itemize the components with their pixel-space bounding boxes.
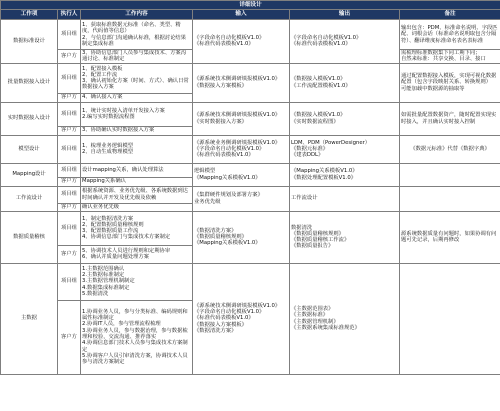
note-line: 可能加载中数据源的抽取等 (401, 85, 465, 92)
note-cell (400, 263, 500, 374)
table-row (1, 63, 500, 93)
note-cell (400, 186, 500, 211)
output-cell (290, 263, 400, 374)
input-cell (193, 20, 290, 64)
content-line: 3、确认初始化方案（时间、方式）、确认日常数据接入方案 (82, 78, 189, 91)
content-cell (81, 63, 193, 93)
output-cell (290, 20, 400, 64)
column-header-output: 输出 (290, 10, 400, 20)
input-line: 《源系统技术侧调研填报模板V1.0》 (194, 112, 281, 119)
note-line: 输出包含：PDM、标准命名说明、字段匹配、词根会话（标准命名说明取包含分隔符）、翻译维度标准命名表名表标准 (401, 25, 498, 44)
content-line: 1、配置接入模板 (82, 65, 123, 72)
input-line: 《源系统技术侧调研填报模板V1.0》 (194, 302, 281, 309)
content-cell (81, 50, 193, 64)
content-cell (81, 135, 193, 163)
content-cell (81, 177, 193, 186)
work-item-cell: 实时数据接入设计 (1, 102, 58, 135)
input-line: 《集群硬件规划及部署方案》 (194, 192, 263, 199)
column-header-note: 备注 (400, 10, 500, 20)
output-line: 《Mapping关系模板V1.0》 (291, 168, 358, 175)
output-line: 《数据质量稽核工作流》 (291, 237, 350, 244)
input-line: 《数据质量稽核规则》 (194, 233, 247, 240)
note-cell (400, 211, 500, 263)
content-line: 3、协助确认实时数据接入方案 (82, 127, 155, 134)
executor-cell: 项目组 (58, 163, 81, 177)
executor-cell: 项目组 (58, 263, 81, 300)
executor-cell: 客户方 (58, 203, 81, 211)
content-cell (81, 186, 193, 203)
output-line: 《标准代码表模板V1.0》 (291, 41, 351, 48)
output-line: 《建表DDL》 (291, 152, 324, 159)
output-cell (290, 211, 400, 263)
note-cell (400, 135, 500, 163)
note-cell (400, 20, 500, 50)
work-item-cell: 模型设计 (1, 135, 58, 163)
table-row (1, 20, 500, 50)
content-line: 1、梳理业务逻辑模型 (82, 142, 134, 149)
input-cell (193, 211, 290, 263)
table-body (1, 20, 500, 375)
executor-cell: 项目组 (58, 20, 81, 50)
content-line: 2.编写实时数据流程图 (82, 114, 135, 121)
output-line: 《主数据标准》 (291, 312, 329, 319)
output-line: 《实时数据流程图》 (291, 118, 339, 125)
output-cell (290, 186, 400, 211)
work-item-cell: 批量数据接入设计 (1, 63, 58, 102)
executor-cell: 客户方 (58, 177, 81, 186)
note-line: 如需批量配置数据资产，随时配置实现实时接入，并且确认实时接入控制 (401, 112, 497, 125)
output-line: 《工作流配置模板V1.0》 (291, 82, 351, 89)
content-cell (81, 203, 193, 211)
executor-cell: 项目组 (58, 211, 81, 245)
content-cell (81, 93, 193, 102)
table-row (1, 211, 500, 245)
input-line: 《数据接入方案模板》 (194, 321, 247, 328)
table-title: 详细设计 (1, 1, 500, 10)
executor-cell: 项目组 (58, 135, 81, 163)
note-cell (400, 50, 500, 64)
content-line: 1.协调业务人员，参与分类标准、编码规则和属性标准制定 (82, 308, 188, 322)
input-line: 《实时数据接入方案》 (194, 118, 247, 125)
output-line: 《数据质量报告》 (291, 243, 334, 250)
executor-cell: 客户方 (58, 50, 81, 64)
output-line: 数据清洗 (291, 224, 313, 231)
content-line: 设计mapping关系，确认处理算法 (82, 166, 164, 173)
content-line: 2、配置数据质量稽核规则 (82, 221, 144, 228)
note-line: 《数据元标准》代替《数据字典》 (410, 145, 490, 152)
table-row (1, 263, 500, 300)
content-line: 确认业务优先级 (82, 203, 120, 210)
table-row (1, 163, 500, 177)
input-cell (193, 135, 290, 163)
content-cell (81, 102, 193, 126)
content-line: 5.协调客户人员引审清洗方案，协调技术人员参与清洗方案制定 (82, 352, 188, 366)
content-line: 2.协调IT人员，参与管理流程梳理 (82, 321, 161, 328)
note-cell (400, 163, 500, 186)
content-line: 1、制定数据清洗方案 (82, 215, 134, 222)
column-header-input: 输入 (193, 10, 290, 20)
input-line: 《数据清洗方案》 (194, 328, 237, 335)
output-cell (290, 135, 400, 163)
content-line: 根据系统资源、业务优先级、各系统数据到达时间确认并开发及优先级及依赖 (82, 188, 188, 201)
content-cell (81, 163, 193, 177)
table-row (1, 135, 500, 163)
content-line: 4.协调信息部门技术人员参与集成技术方案制定 (82, 340, 188, 353)
column-header-work-item: 工作项 (1, 10, 58, 20)
content-line: 2、配置工作流 (82, 71, 118, 78)
output-line: 《数据处理配置模板V1.0》 (291, 174, 357, 181)
content-cell (81, 263, 193, 300)
executor-cell: 客户方 (58, 93, 81, 102)
content-line: 1、统计实时接入清单开发接入方案 (82, 107, 165, 114)
output-cell (290, 163, 400, 186)
work-item-cell: 数据质量稽核 (1, 211, 58, 263)
content-line: 2.主数据标准制定 (82, 272, 125, 279)
content-line: 5.数据清洗 (82, 291, 109, 298)
input-line: 《数据清洗方案》 (194, 227, 237, 234)
work-item-cell: 工作流设计 (1, 186, 58, 211)
input-cell (193, 63, 290, 102)
output-line: 《数据接入模板V1.0》 (291, 76, 346, 83)
input-cell (193, 163, 290, 186)
input-line: 逻辑模型 (194, 168, 216, 175)
content-line: Mapping关系确认 (82, 178, 126, 185)
table-row (1, 186, 500, 203)
content-cell (81, 211, 193, 245)
input-line: 《标准代码表模板V1.0》 (194, 315, 254, 322)
output-line: 《主数据系统集成标准规范》 (291, 324, 360, 331)
work-item-cell: Mapping设计 (1, 163, 58, 186)
content-cell (81, 245, 193, 263)
input-line: 《字段命名自动化模板V1.0》 (194, 145, 265, 152)
output-line: 《主数据范围表》 (291, 306, 334, 312)
input-line: 《Mapping关系模板V1.0》 (194, 240, 261, 247)
content-line: 1.主数据范围确认 (82, 265, 125, 272)
input-cell (193, 186, 290, 211)
content-cell (81, 20, 193, 50)
output-cell (290, 102, 400, 135)
input-line: 《源系统业务侧调研填报模板V1.0》 (194, 139, 281, 146)
input-line: 《源系统技术侧调研填报模板V1.0》 (194, 76, 281, 83)
executor-cell: 客户方 (58, 300, 81, 374)
input-line: 《标准代码表模板V1.0》 (194, 152, 254, 159)
content-line: 4.数据集成标准制定 (82, 284, 130, 291)
output-line: 《数据质量稽核规则》 (291, 230, 344, 237)
input-line: 《字段命名自动化模板V1.0》 (194, 309, 265, 316)
content-line: 5、协调技术人员进行规则和定期协审 (82, 247, 171, 254)
executor-cell: 项目组 (58, 102, 81, 126)
content-cell (81, 300, 193, 374)
content-line: 6、确认并质量问题处理方案 (82, 254, 149, 261)
output-cell (290, 63, 400, 102)
note-line: 需梳理标准数据集下同工期下同； (401, 50, 481, 56)
executor-cell: 客户方 (58, 245, 81, 263)
column-header-content: 工作内容 (81, 10, 193, 20)
content-line: 3、配置数据质量工作流 (82, 228, 139, 235)
column-header-executor: 执行人 (58, 10, 81, 20)
output-line: 《主数据管理机制》 (291, 318, 339, 325)
note-line: 通过配置数据接入模板，实现可视化数据配置（包含字段映射关系、转换规则） (401, 73, 497, 86)
content-line: 4、协调信息部门与集成技术方案制定 (82, 234, 171, 241)
content-line: 3、协助信息部门人员参与集成技术、方案沟通讨论、标准制定 (82, 50, 187, 63)
content-line: 3.协调业务人员，参与数据治理，参与数据梳理和校验，交流沟通、推荐落实 (82, 327, 188, 340)
input-line: 《标准代码表模板V1.0》 (194, 41, 254, 48)
input-cell (193, 102, 290, 135)
executor-cell: 项目组 (58, 186, 81, 203)
content-line: 3.主数据管理机制制定 (82, 278, 135, 285)
note-line: 源系统数据质量有问题时，如果协调有问题可先记录，后期再修改 (401, 230, 497, 244)
note-line: 自然来标准：共享交换、目录、接口 (401, 56, 486, 63)
note-cell (400, 102, 500, 135)
input-line: 《Mapping关系模板V1.0》 (194, 174, 261, 181)
work-item-cell: 数据标准设计 (1, 20, 58, 64)
output-line: LDM、PDM（PowerDesigner） (291, 139, 371, 146)
output-line: 《数据元标准》 (291, 145, 329, 152)
executor-cell: 客户方 (58, 126, 81, 135)
note-cell (400, 63, 500, 102)
input-line: 《字段命名自动化模板V1.0》 (194, 35, 265, 41)
work-item-cell: 主数据 (1, 263, 58, 374)
content-cell (81, 126, 193, 135)
input-cell (193, 263, 290, 374)
content-line: 4、确认接入方案 (82, 94, 123, 101)
executor-cell: 项目组 (58, 63, 81, 93)
output-line: 工作流设计 (291, 195, 318, 202)
output-line: 《数据接入模板V1.0》 (291, 112, 346, 119)
content-line: 1、获取标准数据元标准（命名、类型、精度，代码值等信息） (82, 21, 181, 35)
content-line: 2、自动生成物理模型 (82, 149, 134, 156)
output-line: 《字段命名自动化模板V1.0》 (291, 35, 362, 41)
table-row (1, 102, 500, 126)
content-line: 2、与信息部门沟通确认标准，根据討论结果制定集成标准 (82, 34, 187, 47)
input-line: 业务优先级 (194, 198, 221, 205)
input-line: 《数据接入方案模板》 (194, 82, 247, 89)
